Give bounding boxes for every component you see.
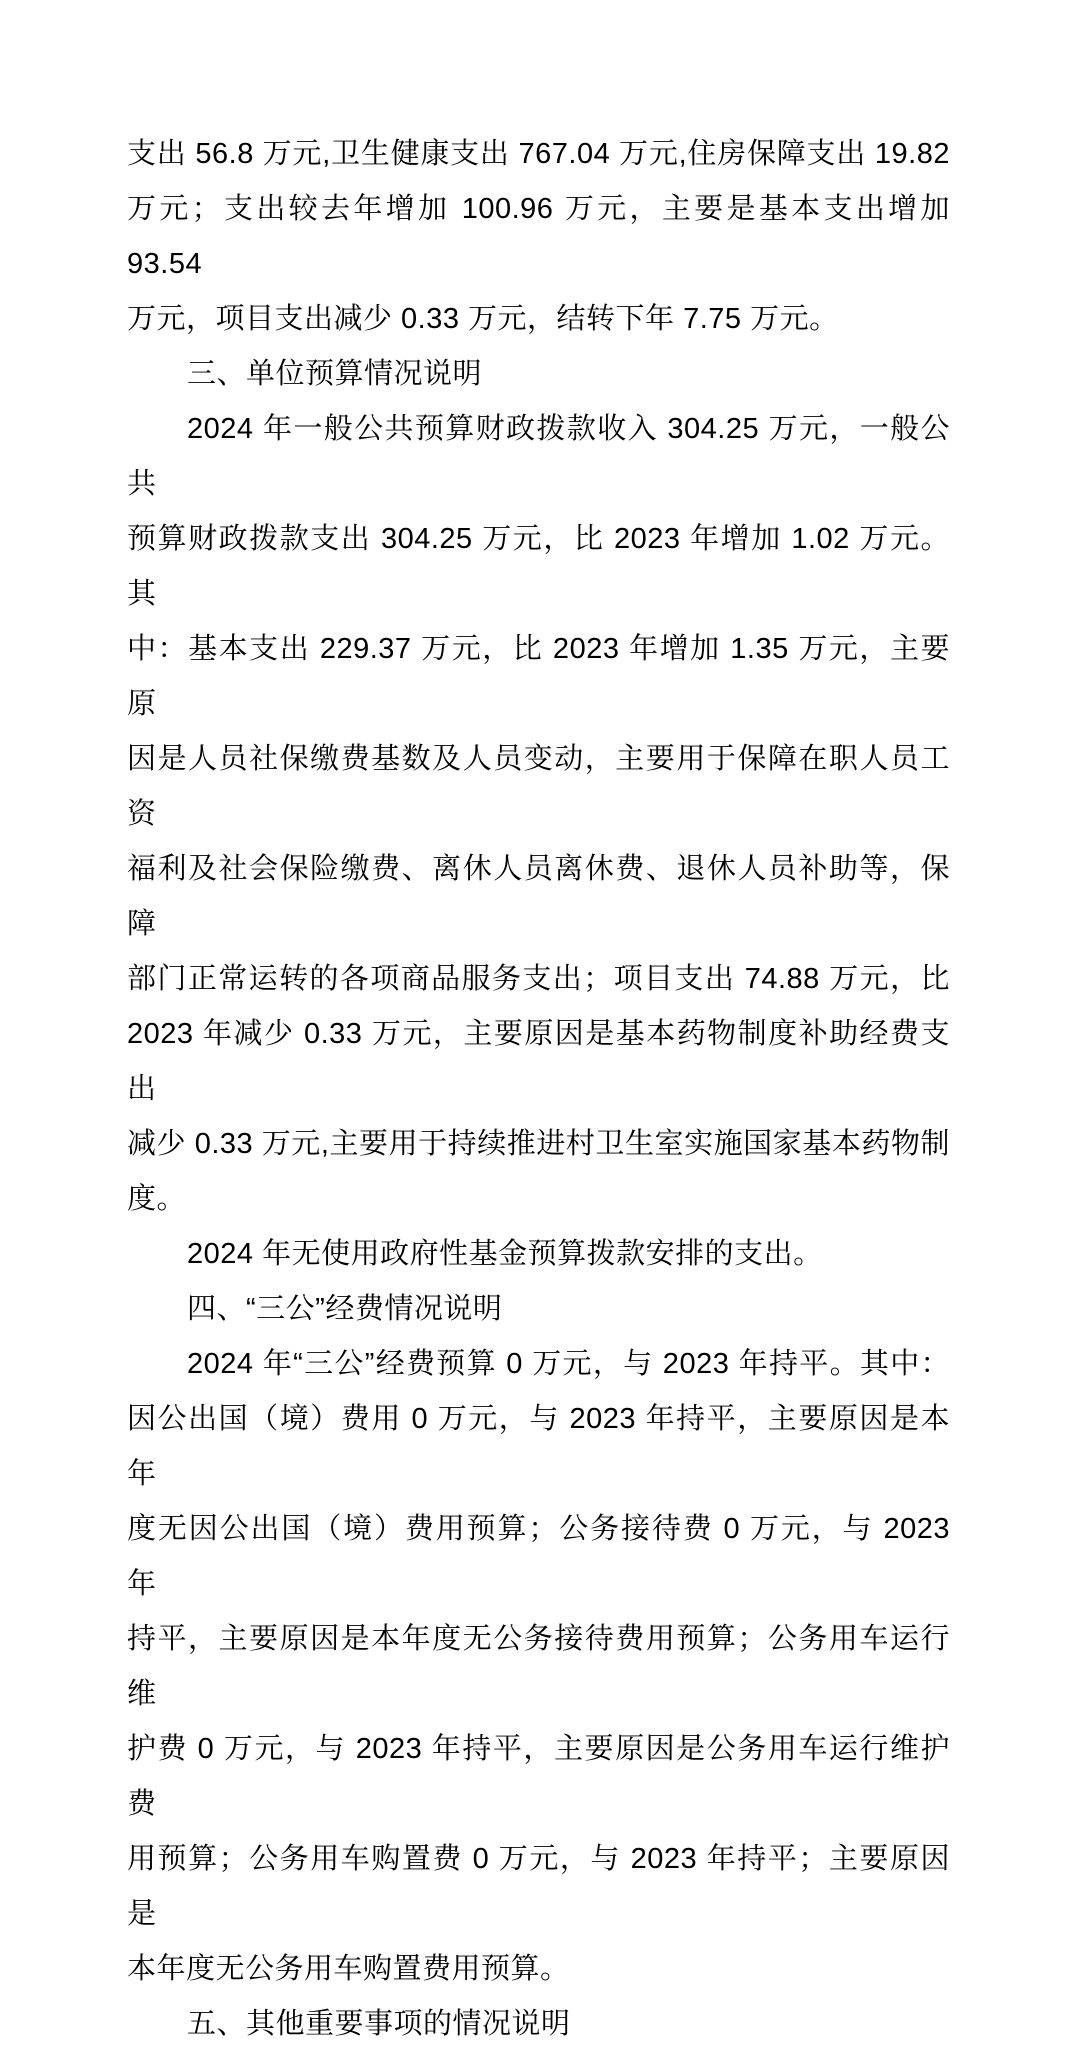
text-line: 因公出国（境）费用 0 万元，与 2023 年持平，主要原因是本年 <box>127 1403 950 1490</box>
text-line: 2024 年一般公共预算财政拨款收入 304.25 万元，一般公共 <box>127 413 950 500</box>
paragraph <box>127 1337 950 1997</box>
paragraph <box>127 402 950 1227</box>
text-line: 预算财政拨款支出 304.25 万元，比 2023 年增加 1.02 万元。其 <box>127 523 950 610</box>
paragraph <box>127 127 950 347</box>
text-line: 2024 年“三公”经费预算 0 万元，与 2023 年持平。其中： <box>187 1348 950 1380</box>
text-line: 中：基本支出 229.37 万元，比 2023 年增加 1.35 万元，主要原 <box>127 633 950 720</box>
paragraph <box>127 1227 950 1282</box>
text-line: 支出 56.8 万元,卫生健康支出 767.04 万元,住房保障支出 19.82 <box>127 138 950 170</box>
text-line: 四、“三公”经费情况说明 <box>187 1293 503 1325</box>
text-line: 减少 0.33 万元,主要用于持续推进村卫生室实施国家基本药物制 <box>127 1128 950 1160</box>
paragraph <box>127 347 950 402</box>
text-line: 因是人员社保缴费基数及人员变动，主要用于保障在职人员工资 <box>127 743 950 830</box>
text-line: 万元，项目支出减少 0.33 万元，结转下年 7.75 万元。 <box>127 303 839 335</box>
paragraph <box>127 1282 950 1337</box>
text-line: 用预算；公务用车购置费 0 万元，与 2023 年持平；主要原因是 <box>127 1843 950 1930</box>
text-line: 万元；支出较去年增加 100.96 万元，主要是基本支出增加 93.54 <box>127 193 950 280</box>
text-line: 护费 0 万元，与 2023 年持平，主要原因是公务用车运行维护费 <box>127 1733 950 1820</box>
text-line: 度。 <box>127 1183 187 1215</box>
text-line: 持平，主要原因是本年度无公务接待费用预算；公务用车运行维 <box>127 1623 950 1710</box>
paragraph <box>127 1997 950 2052</box>
text-line: 2024 年无使用政府性基金预算拨款安排的支出。 <box>187 1238 823 1270</box>
document-body <box>127 127 950 2052</box>
text-line: 2023 年减少 0.33 万元，主要原因是基本药物制度补助经费支出 <box>127 1018 950 1105</box>
text-line: 度无因公出国（境）费用预算；公务接待费 0 万元，与 2023 年 <box>127 1513 950 1600</box>
text-line: 部门正常运转的各项商品服务支出；项目支出 74.88 万元，比 <box>127 963 950 995</box>
text-line: 五、其他重要事项的情况说明 <box>187 2008 571 2040</box>
text-line: 本年度无公务用车购置费用预算。 <box>127 1953 570 1985</box>
text-line: 三、单位预算情况说明 <box>187 358 483 390</box>
text-line: 福利及社会保险缴费、离休人员离休费、退休人员补助等，保障 <box>127 853 950 940</box>
